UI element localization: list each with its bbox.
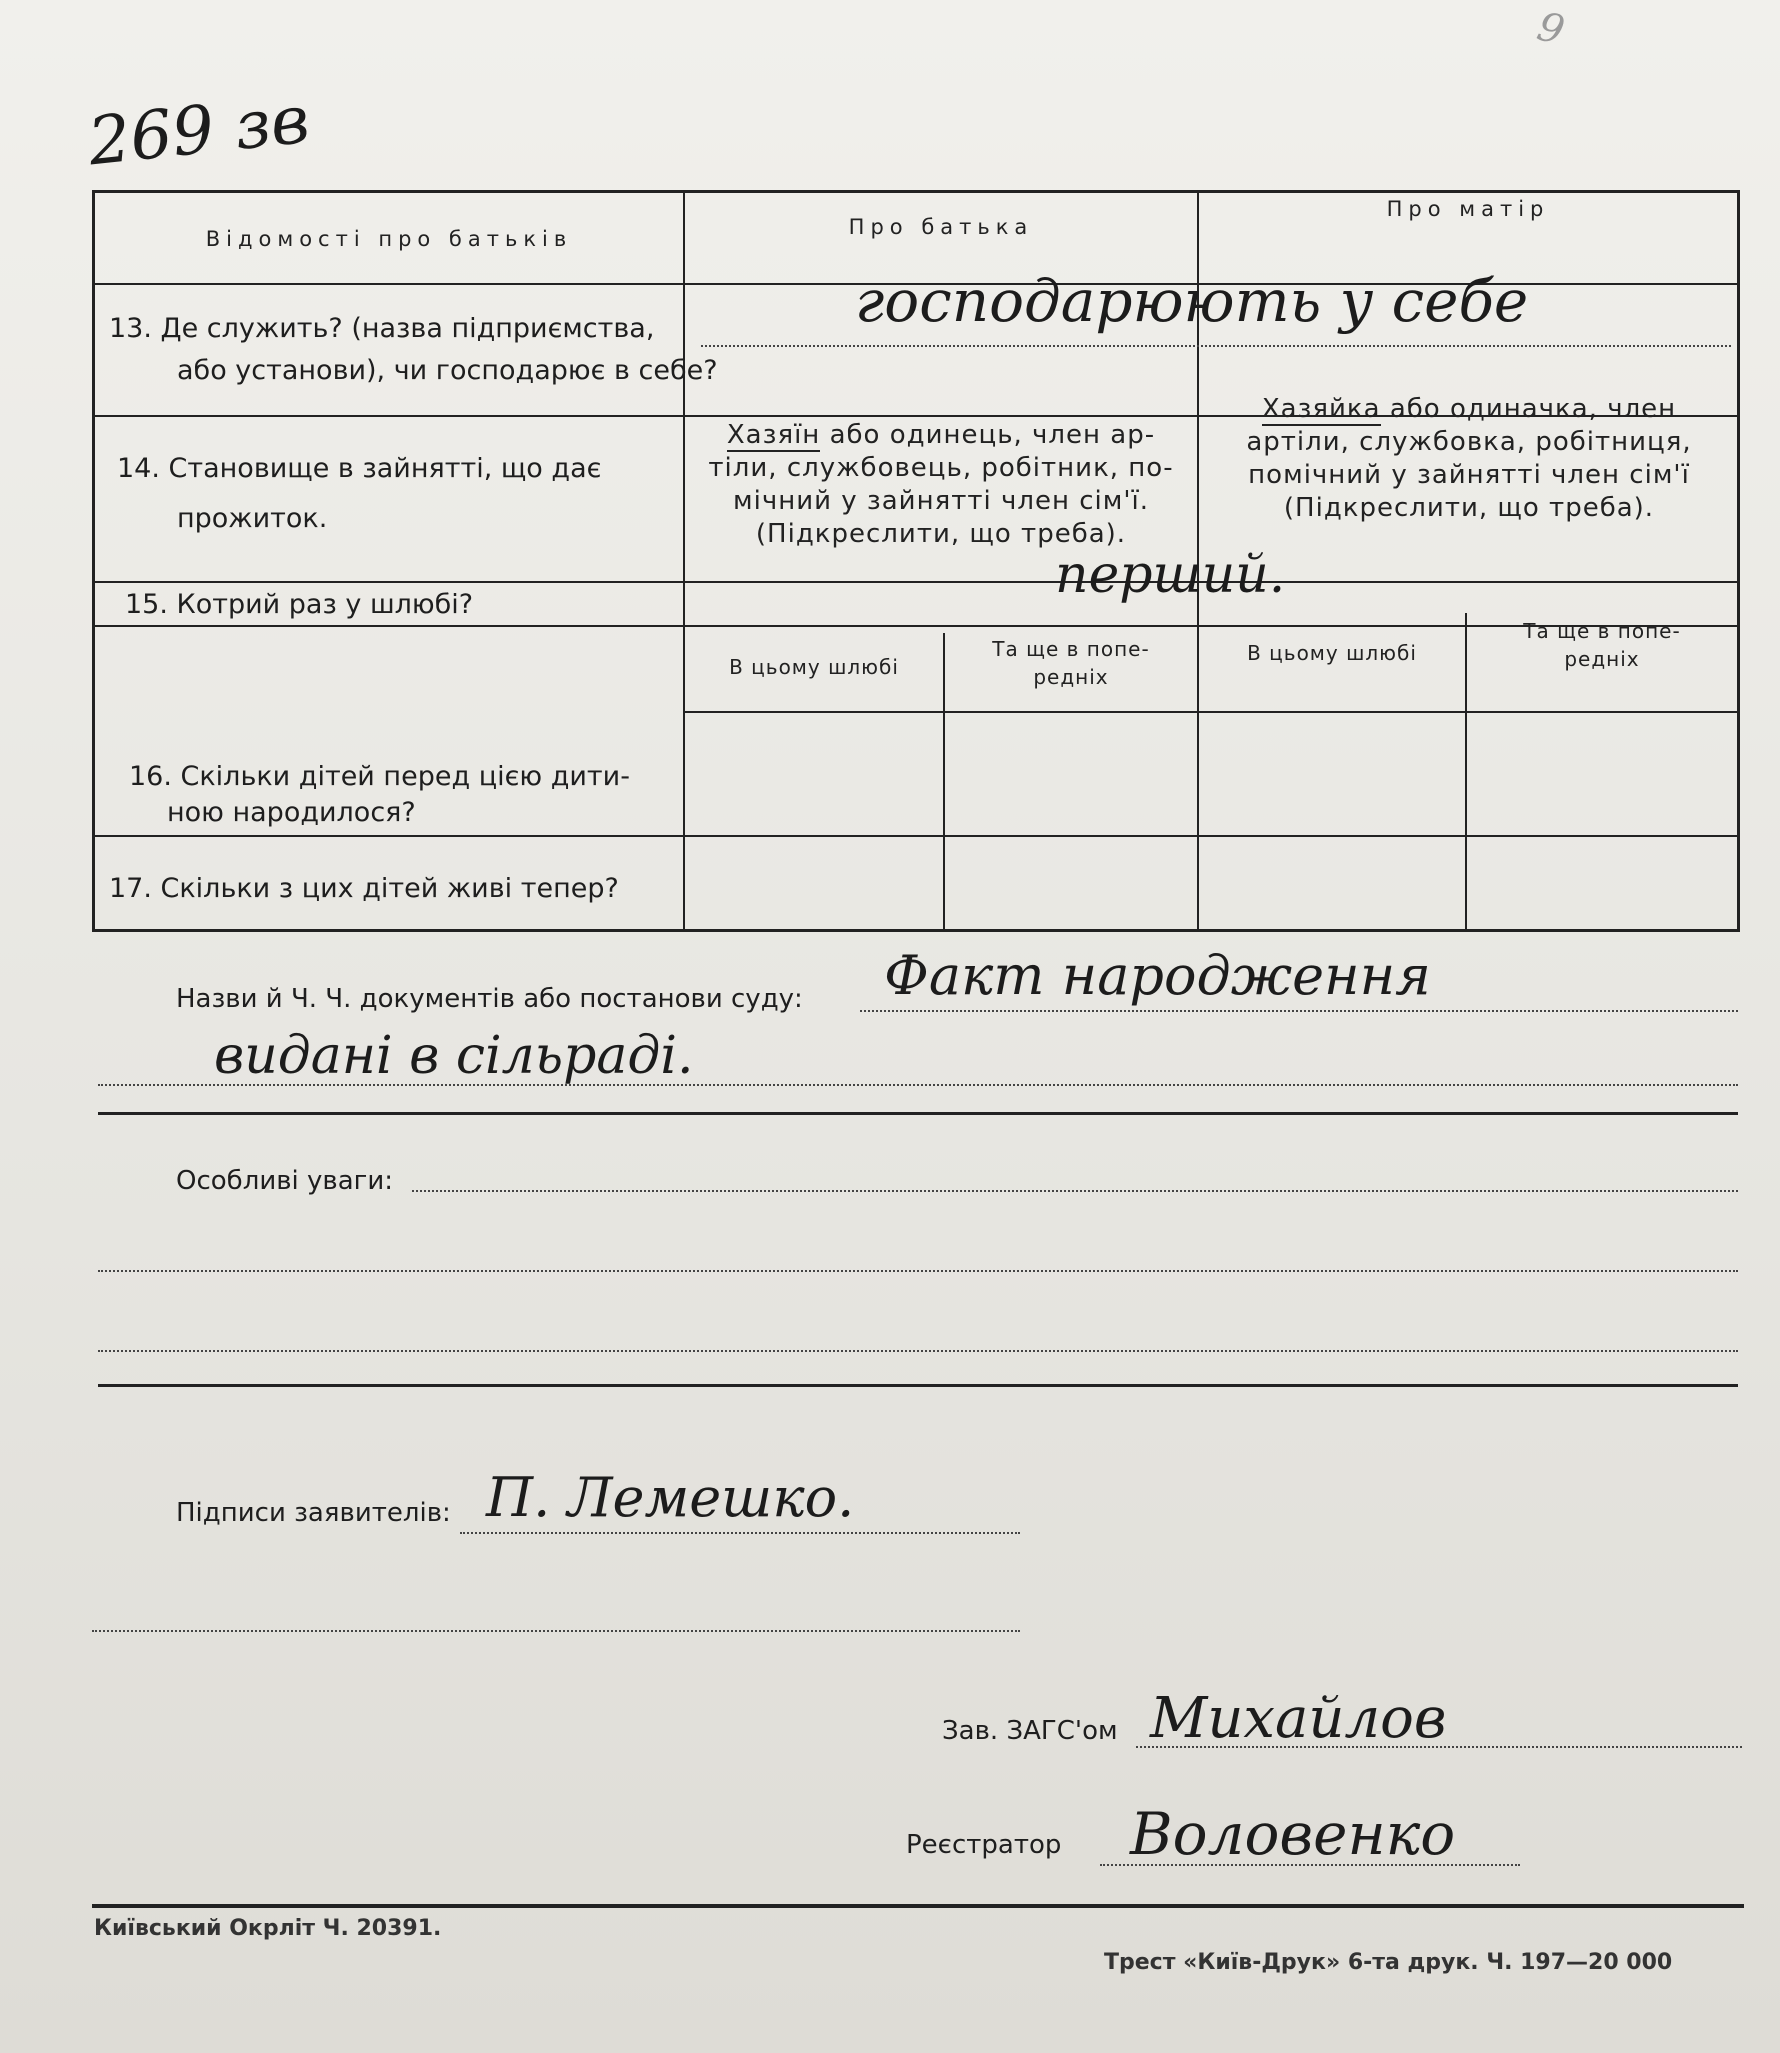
q15-answer: перший. xyxy=(1055,545,1286,605)
q15-label: 15. Котрий раз у шлюбі? xyxy=(125,589,474,620)
mother-opt-line1-rest: або одиначка, член xyxy=(1380,394,1677,424)
q14-line2: прожиток. xyxy=(177,503,328,534)
mother-sub-previous xyxy=(1467,617,1737,673)
q16-line1: 16. Скільки дітей перед цією дити- xyxy=(129,761,630,792)
father-sub-previous-l1: Та ще в попе- xyxy=(992,637,1150,661)
mother-opt-line1 xyxy=(1207,393,1731,426)
row-divider-14 xyxy=(95,581,1737,583)
q17-label: 17. Скільки з цих дітей живі тепер? xyxy=(109,873,619,904)
applicant-signature: П. Лемешко. xyxy=(486,1466,855,1529)
mother-sub-this-marriage: В цьому шлюбі xyxy=(1247,641,1417,665)
mother-sub-previous-l1: Та ще в попе- xyxy=(1523,619,1681,643)
father-sub-previous-l2: редніх xyxy=(1033,665,1109,689)
applicant-signature-line-2 xyxy=(92,1630,1020,1632)
q14-mother-options xyxy=(1207,393,1731,525)
row-divider-16-sub xyxy=(683,711,1737,713)
q16-line2: ною народилося? xyxy=(167,797,416,828)
father-opt-line3: мічний у зайнятті член сім'ї. xyxy=(733,486,1149,516)
zags-head-signature: Михайлов xyxy=(1150,1686,1447,1751)
registrar-signature: Воловенко xyxy=(1130,1800,1456,1868)
zags-head-label: Зав. ЗАГС'ом xyxy=(942,1716,1118,1746)
father-opt-line1-rest: або одинець, член ар- xyxy=(820,420,1156,450)
notes-dotted-line-3 xyxy=(98,1350,1738,1352)
documents-label: Назви й Ч. Ч. документів або постанови суду: xyxy=(176,984,803,1014)
corner-mark: 9 xyxy=(1532,3,1569,55)
parents-info-table xyxy=(92,190,1740,932)
mother-sub-previous-l2: редніх xyxy=(1564,647,1640,671)
q13-line2: або установи), чи господарює в себе? xyxy=(177,355,718,386)
father-underlined-choice: Хазяїн xyxy=(726,420,821,450)
notes-dotted-line-1 xyxy=(412,1190,1738,1192)
notes-rule xyxy=(98,1384,1738,1387)
mother-opt-line3: помічний у зайнятті член сім'ї xyxy=(1248,460,1690,490)
q14-line1: 14. Становище в зайнятті, що дає xyxy=(117,453,602,484)
father-sub-this-marriage: В цьому шлюбі xyxy=(729,655,899,679)
row-divider-16 xyxy=(95,835,1737,837)
applicant-signature-label: Підписи заявителів: xyxy=(176,1498,451,1528)
q13-dotted-line xyxy=(701,345,1731,347)
mother-opt-line2: артіли, службовка, робітниця, xyxy=(1246,427,1692,457)
q13-answer: господарюють у себе xyxy=(855,267,1529,335)
footer-rule xyxy=(92,1904,1744,1908)
father-opt-line1 xyxy=(691,419,1191,452)
father-opt-line4: (Підкреслити, що треба). xyxy=(755,519,1127,549)
documents-dotted-line-1 xyxy=(860,1010,1738,1012)
footer-printer-right: Трест «Київ-Друк» 6-та друк. Ч. 197—20 000 xyxy=(1104,1950,1673,1975)
header-mother: Про матір xyxy=(1386,197,1550,221)
father-sub-previous xyxy=(945,635,1197,691)
registrar-label: Реєстратор xyxy=(906,1830,1062,1860)
mother-opt-line4: (Підкреслити, що треба). xyxy=(1283,493,1655,523)
q14-father-options xyxy=(691,419,1191,551)
documents-value-line2: видані в сільраді. xyxy=(214,1026,694,1086)
col-divider-1 xyxy=(683,193,685,929)
header-info: Відомості про батьків xyxy=(205,227,573,251)
notes-label: Особливі уваги: xyxy=(176,1166,393,1196)
documents-value-line1: Факт народження xyxy=(884,944,1431,1007)
header-father: Про батька xyxy=(848,215,1034,239)
footer-printer-left: Київський Окрліт Ч. 20391. xyxy=(94,1916,442,1941)
archive-number: 269 зв xyxy=(84,80,313,181)
mother-underlined-choice: Хазяйка xyxy=(1261,394,1381,424)
father-opt-line2: тіли, службовець, робітник, по- xyxy=(708,453,1174,483)
q13-line1: 13. Де служить? (назва підприємства, xyxy=(109,313,655,344)
documents-rule xyxy=(98,1112,1738,1115)
notes-dotted-line-2 xyxy=(98,1270,1738,1272)
applicant-signature-line xyxy=(460,1532,1020,1534)
